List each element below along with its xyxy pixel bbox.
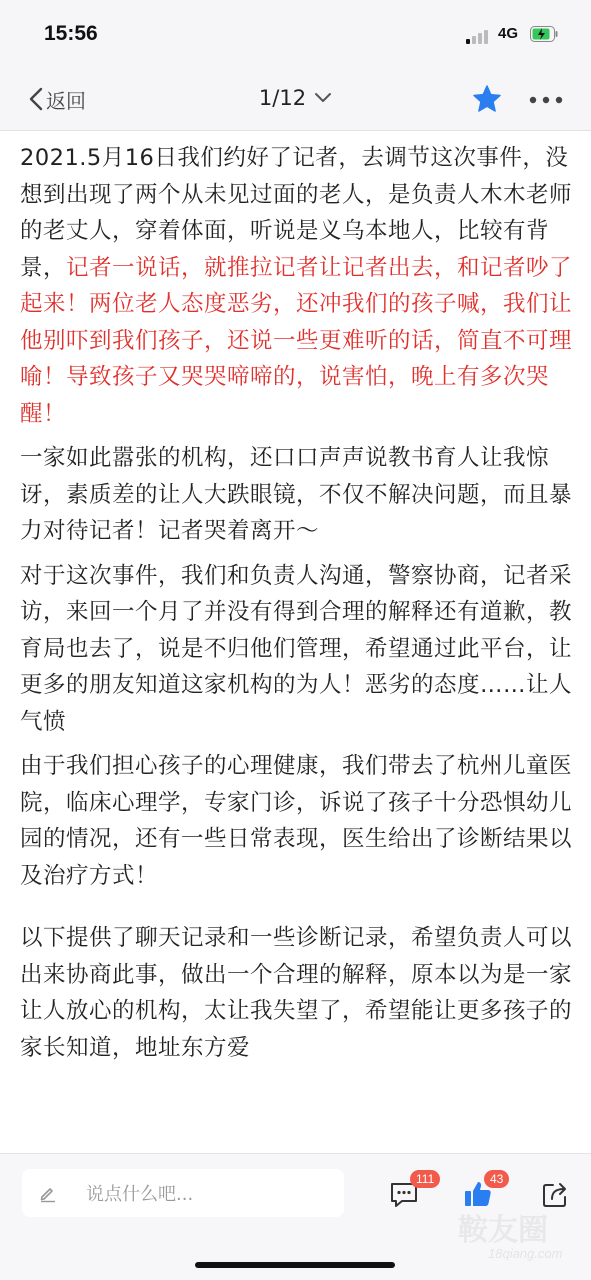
article-paragraph: 由于我们担心孩子的心理健康，我们带去了杭州儿童医院，临床心理学，专家门诊，诉说了孩子十分恐惧幼儿园的情况，还有一些日常表现，医生给出了诊断结果以及治疗方式！ — [20, 753, 573, 889]
navigation-bar — [0, 70, 591, 131]
comment-placeholder: 说点什么吧... — [86, 1184, 194, 1205]
article-paragraph — [20, 140, 576, 432]
comment-button[interactable] — [388, 1172, 435, 1214]
page-indicator-label: 1/12 — [258, 86, 307, 110]
paragraph-text: 2021.5月16日我们约好了记者，去调节这次事件，没想到出现了两个从未见过面的老人，是负责人木木老师的老丈人，穿着体面，听说是义乌本地人，比较有背景， — [20, 145, 573, 281]
battery-icon — [530, 25, 558, 43]
pen-icon — [38, 1183, 58, 1203]
article-content — [20, 140, 576, 1152]
article-paragraph: 以下提供了聊天记录和一些诊断记录，希望负责人可以出来协商此事，做出一个合理的解释，原本以为是一家让人放心的机构，太让我失望了，希望能让更多孩子的家长知道，地址东方爱 — [20, 925, 573, 1061]
article-paragraph: 对于这次事件，我们和负责人沟通，警察协商，记者采访，来回一个月了并没有得到合理的解释还有道歉，教育局也去了，说是不归他们管理，希望通过此平台，让更多的朋友知道这家机构的为人！恶劣的态度……让人气愤 — [20, 562, 573, 735]
signal-icon — [466, 28, 492, 44]
comment-count-badge: 111 — [410, 1170, 440, 1188]
watermark-text: 鞍友圈 — [458, 1213, 548, 1248]
like-count-badge: 43 — [484, 1170, 509, 1188]
status-bar — [0, 0, 591, 70]
highlighted-text: 记者一说话，就推拉记者让记者出去，和记者吵了起来！两位老人态度恶劣，还冲我们的孩子喊，我们让他别吓到我们孩子，还说一些更难听的话，简直不可理喻！导致孩子又哭哭啼啼的，说害怕，晚上有多次哭醒！ — [20, 254, 573, 427]
site-watermark — [448, 1200, 588, 1270]
watermark-url: 18qiang.com — [488, 1246, 563, 1261]
article-paragraph: 一家如此嚣张的机构，还口口声声说教书育人让我惊讶，素质差的让人大跌眼镜，不仅不解决问题，而且暴力对待记者！记者哭着离开～ — [20, 445, 573, 544]
page-indicator — [0, 86, 591, 110]
status-time: 15:56 — [44, 22, 98, 45]
chevron-down-icon — [314, 92, 332, 104]
page-selector[interactable] — [259, 86, 332, 110]
network-label: 4G — [498, 25, 519, 42]
home-indicator — [195, 1262, 395, 1268]
comment-input[interactable] — [22, 1169, 344, 1217]
more-icon[interactable] — [528, 90, 564, 110]
back-label: 返回 — [46, 88, 86, 113]
star-icon[interactable] — [472, 84, 502, 114]
